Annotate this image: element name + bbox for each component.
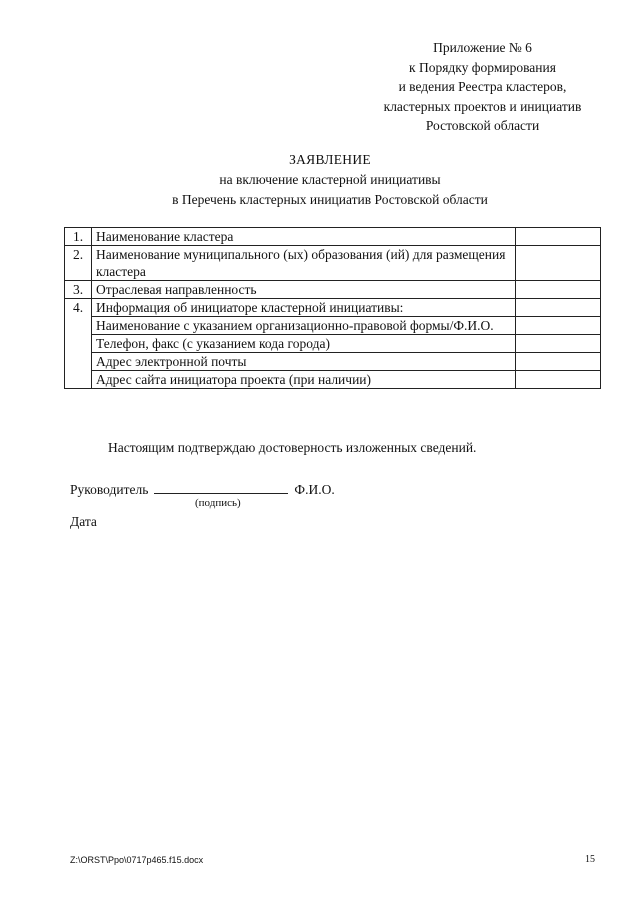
row-value-cell[interactable] [516, 317, 601, 335]
row-value-cell[interactable] [516, 335, 601, 353]
row-label: Адрес сайта инициатора проекта (при наличии) [92, 371, 516, 389]
row-value-cell[interactable] [516, 246, 601, 281]
table-row [65, 228, 601, 246]
table-row [65, 246, 601, 281]
document-heading [0, 150, 640, 210]
document-subtitle: на включение кластерной инициативы [219, 172, 441, 187]
table-row [65, 299, 601, 317]
date-label: Дата [70, 514, 97, 529]
appendix-line: кластерных проектов и инициатив [383, 98, 582, 114]
appendix-header [340, 38, 625, 136]
table-row [65, 317, 601, 335]
row-value-cell[interactable] [516, 353, 601, 371]
row-label: Информация об инициаторе кластерной инициативы: [92, 299, 516, 317]
document-subtitle: в Перечень кластерных инициатив Ростовской области [172, 192, 488, 207]
row-label: Отраслевая направленность [92, 281, 516, 299]
signature-row [70, 479, 335, 498]
signature-hint: (подпись) [195, 497, 241, 509]
table-row [65, 371, 601, 389]
appendix-line: Приложение № 6 [433, 40, 532, 55]
appendix-line: к Порядку формирования [409, 59, 556, 75]
row-value-cell[interactable] [516, 228, 601, 246]
row-value-cell[interactable] [516, 281, 601, 299]
table-row [65, 353, 601, 371]
row-label: Адрес электронной почты [92, 353, 516, 371]
row-label: Наименование с указанием организационно-правовой формы/Ф.И.О. [92, 317, 516, 335]
application-table [64, 227, 601, 389]
row-label: Телефон, факс (с указанием кода города) [92, 335, 516, 353]
row-label: Наименование кластера [92, 228, 516, 246]
appendix-line: Ростовской области [425, 118, 540, 133]
table-row [65, 281, 601, 299]
name-label: Ф.И.О. [294, 482, 335, 497]
table-row [65, 335, 601, 353]
row-number: 3. [65, 281, 92, 299]
row-value-cell[interactable] [516, 299, 601, 317]
row-number: 2. [65, 246, 92, 281]
appendix-line: и ведения Реестра кластеров, [398, 79, 567, 94]
document-title: ЗАЯВЛЕНИЕ [289, 152, 371, 167]
signature-line[interactable] [154, 479, 288, 494]
row-label: Наименование муниципального (ых) образования (ий) для размещения кластера [92, 246, 516, 281]
row-value-cell[interactable] [516, 371, 601, 389]
footer-file-path: Z:\ORST\Ppo\0717p465.f15.docx [70, 855, 204, 865]
role-label: Руководитель [70, 482, 149, 497]
row-number: 1. [65, 228, 92, 246]
page-number: 15 [585, 854, 595, 865]
confirmation-statement: Настоящим подтверждаю достоверность изложенных сведений. [108, 440, 477, 455]
row-number: 4. [65, 299, 92, 389]
